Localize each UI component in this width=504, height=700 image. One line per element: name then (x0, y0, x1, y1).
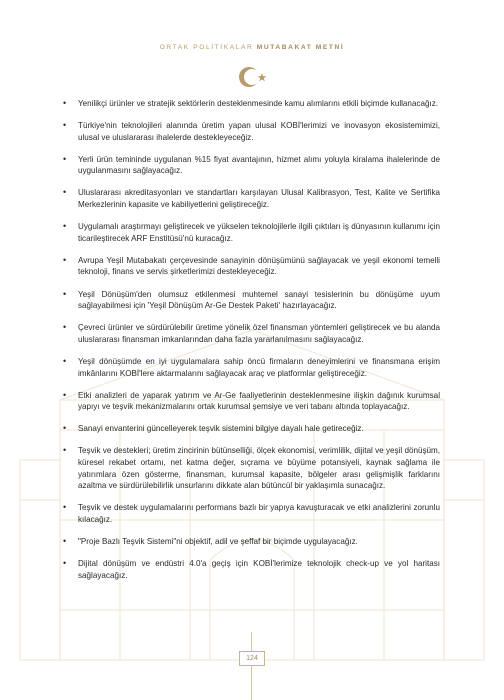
crescent-star-icon (229, 62, 275, 92)
page-number-rule-top (251, 632, 252, 651)
bullet-icon: • (63, 558, 67, 569)
bullet-icon: • (63, 254, 67, 265)
list-item: • Yeşil dönüşümde en iyi uygulamalara sahip öncü firmaların deneyimlerini ve finansmana erişim imkânlarını KOBİ'lere aktarmalarını sağlayacak araç ve platformlar geliştireceğiz. (63, 355, 440, 378)
bullet-icon: • (63, 535, 67, 546)
list-item: • "Proje Bazlı Teşvik Sistemi"ni objektif, adil ve şeffaf bir biçimde uygulayacağız. (63, 535, 358, 546)
bullet-icon: • (63, 288, 67, 299)
list-item: • Uygulamalı araştırmayı geliştirecek ve yükselen teknolojilerle ilgili çıktıları iş dünyasının kullanımı için ticarileştirecek ARF Enstitüsü'nü kuracağız. (63, 221, 440, 243)
bullet-icon: • (63, 355, 67, 366)
bullet-icon: • (63, 322, 67, 333)
list-item: • Yenilikçi ürünler ve stratejik sektörlerin desteklenmesinde kamu alımlarını etkili biçimde kullanacağız. (63, 98, 439, 108)
page-number-rule-bottom (251, 666, 252, 700)
list-item: • Yeşil Dönüşüm'den olumsuz etkilenmesi muhtemel sanayi tesislerinin bu dönüşüme uyum sağlayabilmesi için 'Yeşil Dönüşüm Ar-Ge Destek Paketi' hazırlayacağız. (63, 288, 440, 311)
bullet-icon: • (63, 187, 67, 198)
list-item: • Dijital dönüşüm ve endüstri 4.0'a geçiş için KOBİ'lerimize teknolojik check-up ve yol haritası sağlayacağız. (63, 558, 440, 580)
page-number: 124 (239, 651, 265, 666)
list-item: • Teşvik ve destekleri; üretim zincirinin bütünselliği, ölçek ekonomisi, verimlilik, dijital ve yeşil dönüşüm, küresel rekabet ortamı, net katma değer, sıçrama ve büyüme potansiyeli, kaynak sağlama ile yatırımlara özen gösterme, finansman, kurumsal kapasite, bölgeler arası gelişmişlik farklarını azaltma ve sürdürülebilirlik unsurlarını dikkate alan bütüncül bir yaklaşımla sunacağız. (63, 445, 440, 491)
header-title: MUTABAKAT METNİ (256, 44, 345, 51)
running-header (0, 44, 504, 51)
bullet-icon: • (63, 502, 67, 513)
bullet-icon: • (63, 423, 67, 434)
list-item: • Avrupa Yeşil Mutabakatı çerçevesinde sanayinin dönüşümünü sağlayacak ve yeşil ekonomi temelli teknoloji, finans ve servis şirketlerimizi destekleyeceğiz. (63, 254, 440, 277)
bullet-icon: • (63, 445, 67, 456)
list-item: • Etki analizleri de yaparak yatırım ve Ar-Ge faaliyetlerinin desteklenmesine ilişkin dağınık kurumsal yapıyı ve teşvik mekanizmalarını ortak kurumsal şemsiye ve veri tabanı altında toplayacağız. (63, 389, 440, 412)
bullet-icon: • (63, 389, 67, 400)
list-item: • Sanayi envanterini güncelleyerek teşvik sistemini bilgiye dayalı hale getireceğiz. (63, 423, 364, 434)
list-item: • Uluslararası akreditasyonları ve standartları karşılayan Ulusal Kalibrasyon, Test, Kalite ve Sertifika Merkezlerinin kapasite ve kabiliyetlerini geliştireceğiz. (63, 187, 440, 210)
list-item: • Teşvik ve destek uygulamalarını performans bazlı bir yapıya kavuşturacak ve etki analizlerini zorunlu kılacağız. (63, 502, 440, 524)
bullet-icon: • (63, 98, 67, 108)
policy-bullet-list (62, 98, 440, 592)
list-item: • Çevreci ürünler ve sürdürülebilir üretime yönelik özel finansman yöntemleri geliştirecek ve bu alanda uluslararası finansman imkanlarından daha fazla yararlanılmasını sağlayacağız. (63, 322, 440, 344)
bullet-icon: • (63, 120, 67, 131)
list-item: • Yerli ürün temininde uygulanan %15 fiyat avantajının, hizmet alımı yoluyla kiralama ihalelerinde de uygulanmasını sağlayacağız. (63, 153, 440, 176)
bullet-icon: • (63, 153, 67, 164)
header-prefix: ORTAK POLİTİKALAR (159, 44, 254, 51)
list-item: • Türkiye'nin teknolojileri alanında üretim yapan ulusal KOBİ'lerimizi ve inovasyon ekosistemimizi, ulusal ve uluslararası ihalelerde destekleyeceğiz. (63, 120, 440, 142)
bullet-icon: • (63, 221, 67, 232)
